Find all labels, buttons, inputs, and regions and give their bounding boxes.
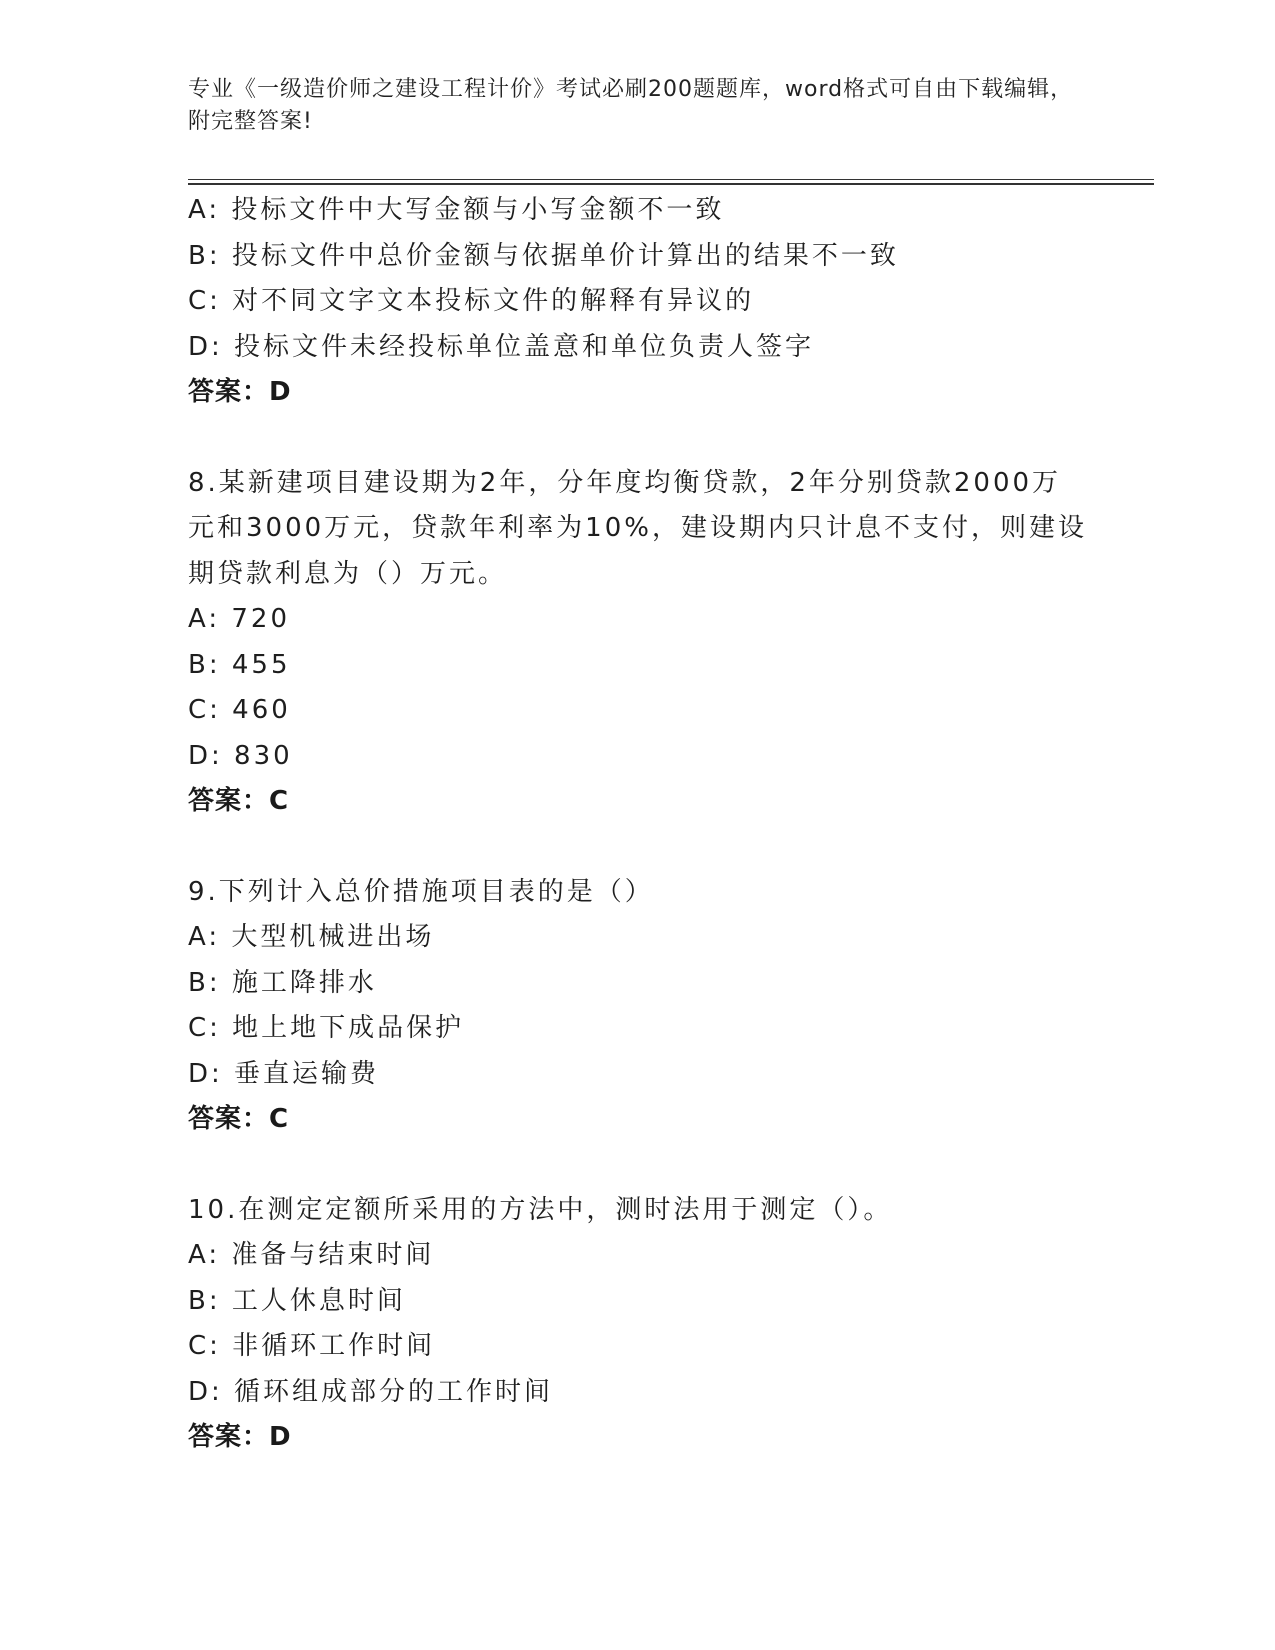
option-c: C: 460: [188, 695, 291, 725]
option-a: A: 720: [188, 604, 290, 634]
option-b: B: 施工降排水: [188, 967, 377, 998]
option-a: A: 投标文件中大写金额与小写金额不一致: [188, 195, 725, 225]
option-c: C: 地上地下成品保护: [188, 1013, 465, 1043]
option-d: D: 投标文件未经投标单位盖意和单位负责人签字: [188, 331, 815, 362]
question-block-7: [188, 188, 1088, 416]
option-b: B: 工人休息时间: [188, 1285, 406, 1316]
option-d: D: 垂直运输费: [188, 1058, 380, 1089]
answer-label: 答案：D: [188, 377, 292, 407]
option-b: B: 投标文件中总价金额与依据单价计算出的结果不一致: [188, 240, 899, 271]
answer-label: 答案：C: [188, 1104, 290, 1134]
spacer: [188, 416, 1088, 461]
question-stem: 8.某新建项目建设期为2年，分年度均衡贷款，2年分别贷款2000万元和3000万元，贷款年利率为10%，建设期内只计息不支付，则建设期贷款利息为（）万元。: [188, 467, 1087, 589]
question-stem: 10.在测定定额所采用的方法中，测时法用于测定（）。: [188, 1194, 893, 1225]
spacer: [188, 1143, 1088, 1188]
option-a: A: 准备与结束时间: [188, 1240, 435, 1270]
question-stem: 9.下列计入总价措施项目表的是（）: [188, 876, 654, 907]
option-a: A: 大型机械进出场: [188, 922, 435, 952]
question-list: [188, 188, 1088, 1461]
document-header: 专业《一级造价师之建设工程计价》考试必刷200题题库，word格式可自由下载编辑，附完整答案!: [188, 77, 1074, 134]
question-block-8: [188, 461, 1088, 825]
option-d: D: 830: [188, 740, 293, 771]
header-divider-thick: [188, 183, 1154, 185]
option-c: C: 非循环工作时间: [188, 1331, 436, 1361]
spacer: [188, 825, 1088, 870]
header-divider-thin: [188, 179, 1154, 180]
option-b: B: 455: [188, 649, 291, 680]
option-c: C: 对不同文字文本投标文件的解释有异议的: [188, 286, 755, 316]
answer-label: 答案：D: [188, 1422, 292, 1452]
option-d: D: 循环组成部分的工作时间: [188, 1376, 554, 1407]
question-block-10: [188, 1188, 1088, 1461]
answer-label: 答案：C: [188, 786, 290, 816]
question-block-9: [188, 870, 1088, 1143]
